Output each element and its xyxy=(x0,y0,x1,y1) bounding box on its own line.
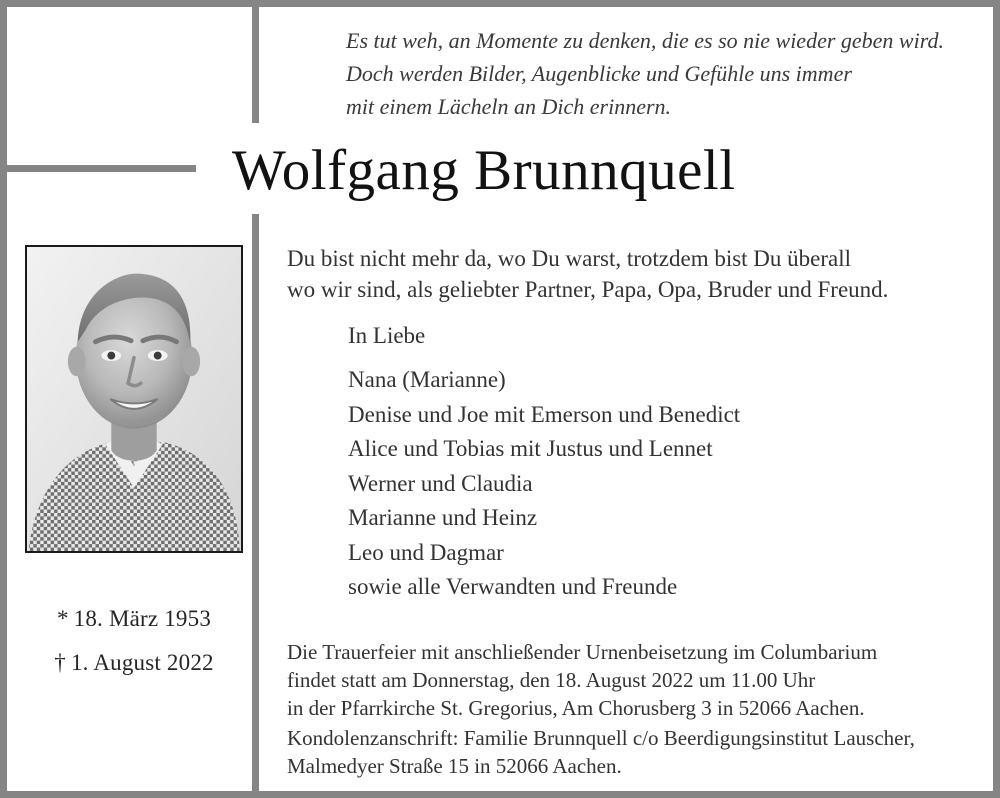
death-date: 1. August 2022 xyxy=(70,650,214,675)
memorial-quote xyxy=(346,24,956,123)
condolence-line-2: Malmedyer Straße 15 in 52066 Aachen. xyxy=(287,754,622,778)
list-item: Werner und Claudia xyxy=(348,470,533,496)
funeral-service-details xyxy=(287,638,977,722)
vertical-divider-lower xyxy=(252,214,259,798)
quote-line-3: mit einem Lächeln an Dich erinnern. xyxy=(346,94,672,119)
list-item: Alice und Tobias mit Justus und Lennet xyxy=(348,436,713,461)
birth-symbol: * xyxy=(56,606,69,631)
life-dates xyxy=(25,597,243,685)
birth-date: 18. März 1953 xyxy=(73,606,212,631)
portrait-image xyxy=(27,247,241,551)
list-item: Leo und Dagmar xyxy=(348,539,504,565)
quote-line-2: Doch werden Bilder, Augenblicke und Gefühle uns immer xyxy=(346,61,852,86)
death-date-line xyxy=(25,641,243,685)
service-line-2: findet statt am Donnerstag, den 18. August 2022 um 11.00 Uhr xyxy=(287,668,816,692)
birth-date-line xyxy=(25,597,243,641)
frame-border-right xyxy=(993,0,1000,798)
frame-border-left xyxy=(0,0,7,798)
horizontal-divider-left xyxy=(0,165,196,172)
portrait-photo xyxy=(25,245,243,553)
vertical-divider-upper xyxy=(252,0,259,123)
mourners-heading: In Liebe xyxy=(348,323,426,348)
service-line-1: Die Trauerfeier mit anschließender Urnenbeisetzung im Columbarium xyxy=(287,640,878,664)
frame-border-top xyxy=(0,0,1000,7)
condolence-address xyxy=(287,724,977,780)
service-line-3: in der Pfarrkirche St. Gregorius, Am Chorusberg 3 in 52066 Aachen. xyxy=(287,696,865,720)
deceased-name: Wolfgang Brunnquell xyxy=(232,139,736,202)
lead-paragraph xyxy=(287,243,967,305)
lead-line-1: Du bist nicht mehr da, wo Du warst, trotzdem bist Du überall xyxy=(287,246,852,271)
list-item: Marianne und Heinz xyxy=(348,505,538,530)
mourners-list xyxy=(348,363,968,605)
list-item: Denise und Joe mit Emerson und Benedict xyxy=(348,401,741,427)
list-item: sowie alle Verwandten und Freunde xyxy=(348,574,678,599)
frame-border-bottom xyxy=(0,791,1000,798)
lead-line-2: wo wir sind, als geliebter Partner, Papa, Opa, Bruder und Freund. xyxy=(287,277,889,302)
death-symbol: † xyxy=(54,650,66,675)
condolence-line-1: Kondolenzanschrift: Familie Brunnquell c/o Beerdigungsinstitut Lauscher, xyxy=(287,726,915,750)
quote-line-1: Es tut weh, an Momente zu denken, die es so nie wieder geben wird. xyxy=(346,28,944,53)
list-item: Nana (Marianne) xyxy=(348,367,506,392)
